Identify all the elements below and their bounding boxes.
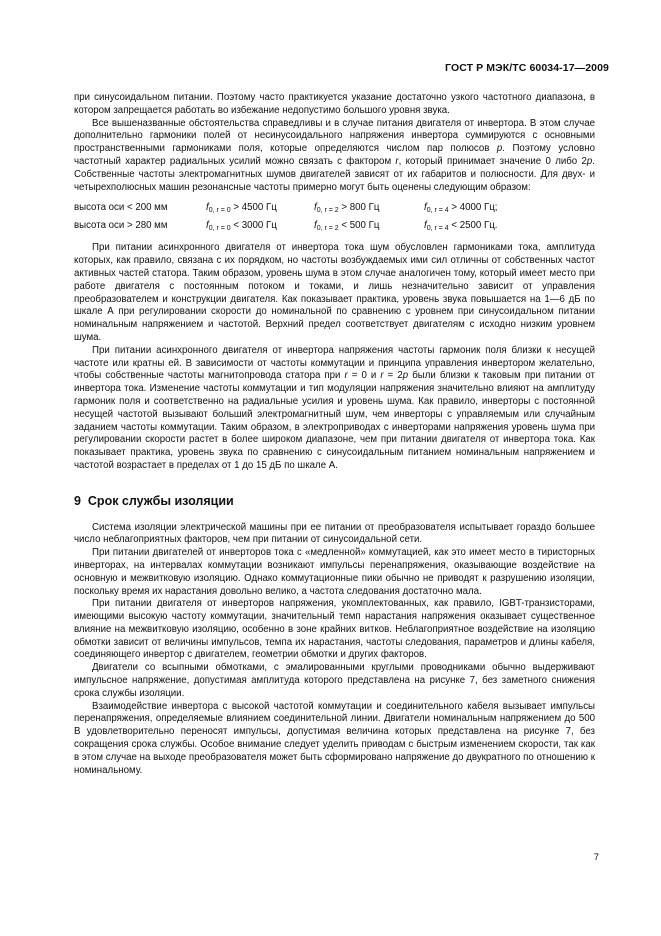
paragraph-insulation-intro: Система изоляции электрической машины при ее питании от преобразователя испытывает гораздо большее число неблагоприятных факторов, чем при питании от синусоидальной сети. [74,521,595,546]
text-run: Все вышеназванные обстоятельства справедливы и в случае питания двигателя от инвертора. В этом случае дополнительно гармоники полей от несинусоидального напряжения инвертора суммируются с основными пространственными гармониками поля, которые определяются числом пар полюсов [74,117,595,155]
paragraph-current-inverter: При питании асинхронного двигателя от инвертора тока шум обусловлен гармониками тока, амплитуда которых, как правило, связана с их порядком, но частоты возбуждаемых ими сил отличны от собственных частот активных частей статора. Таким образом, уровень шума в этом случае аналогичен тому, который имеет место при работе двигателя с постоянным потоком и токами, и лишь незначительно зависит от управления преобразователем и конструкции двигателя. Как показывает практика, уровень звука повышается на 1—6 дБ по шкале А при регулировании скорости до номинальной по сравнению с уровнем при синусоидальном питании номинальным напряжением и частотой. Верхний предел соответствует двигателям с исходно низким уровнем шума. [74,242,595,343]
symbol-r: r [380,370,384,382]
symbol-p: p [496,143,503,155]
paragraph-voltage-inverter [74,345,595,473]
frequency-row [74,220,595,236]
frequency-value [314,202,424,215]
section-title: Срок службы изоляции [87,493,234,508]
symbol-f: f [314,202,317,214]
text-run: были близки к таковым при питании от инвертора тока. Изменение частоты коммутации и тип модуляции напряжения значительно влияют на амплитуду гармоник поля и соответственно на радиальные усилия и уровень шума. Как правило, инверторы с постоянной несущей частотой вызывают больший электромагнитный шум, чем инверторы с управляемым или случайным заданием частоты коммутации. Таким образом, в электроприводах с инверторами напряжения уровень шума при регулировании скорости растет в более широком диапазоне, чем при питании двигателя от инвертора тока. Как показывает практика, уровень звука по сравнению с синусоидальным питанием номинальным напряжением и частотой возрастает в пределах от 1 до 15 дБ по шкале А. [74,370,595,471]
text-run: . Поэтому условно частотный характер радиальных усилий можно связать с фактором [74,143,595,167]
symbol-f: f [424,220,427,232]
text-run: , который принимает значение 0 либо 2 [398,155,587,167]
frequency-value [424,202,497,215]
frequency-number: < 3000 Гц [230,220,277,232]
page-number: 7 [593,852,599,863]
frequency-number: < 2500 Гц. [448,220,498,232]
frequency-value [424,220,497,233]
frequency-subscript: 0, r = 0 [208,225,231,233]
frequency-subscript: 0, r = 2 [316,225,339,233]
section-number: 9 [74,493,81,508]
frequency-subscript: 0, r = 0 [208,207,231,215]
section-heading [74,495,595,508]
frequency-number: > 4000 Гц; [448,202,498,214]
spacer [74,194,595,200]
paragraph-continuation: при синусоидальном питании. Поэтому часто практикуется указание достаточно узкого частотного диапазона, в котором запрещается работать во избежание недопустимо большого уровня звука. [74,92,595,116]
frequency-value [206,220,314,233]
frequency-number: > 4500 Гц [230,202,277,214]
frequency-value [314,220,424,233]
symbol-f: f [206,220,209,232]
frequency-row-label: высота оси > 280 мм [74,220,168,232]
text-run: . Собственные частоты электромагнитных шумов двигателей зависят от их габаритов и полюсности. Для двух- и четырехполюсных машин резонансные частоты примерно могут быть оценены следующим образом: [74,155,595,193]
text-run: = 0 и [347,370,381,382]
frequency-row-label: высота оси < 200 мм [74,202,168,214]
frequency-number: < 500 Гц [338,220,380,232]
document-header-title: ГОСТ Р МЭК/ТС 60034-17—2009 [445,62,609,74]
frequency-number: > 800 Гц [338,202,380,214]
symbol-f: f [314,220,317,232]
symbol-r: r [395,155,399,167]
frequency-subscript: 0, r = 2 [316,207,339,215]
paragraph-inverter-harmonics [74,118,595,195]
symbol-f: f [206,202,209,214]
symbol-p: p [402,370,409,382]
symbol-r: r [344,370,348,382]
paragraph-cable-overvoltage: Взаимодействие инвертора с высокой частотой коммутации и соединительного кабеля вызывает импульсы перенапряжения, определяемые влиянием соединительной линии. Двигатели номинальным напряжением до 500 В удовлетворительно переносят импульсы, допустимая величина которых представлена на рисунке 7, без сокращения срока службы. Особое внимание следует уделить приводам с быстрым изменением скорости, так как в этом случае на выходе преобразователя может быть сформировано напряжение до двукратного по отношению к номинальному. [74,700,595,776]
text-run: = 2 [383,370,403,382]
paragraph-random-wound-motors: Двигатели со всыпными обмотками, с эмалированными круглыми проводниками обычно выдерживают импульсное напряжение, допустимая амплитуда которого представлена на рисунке 7, без заметного снижения срока службы изоляции. [74,662,595,699]
text-run: При питании асинхронного двигателя от инвертора напряжения частоты гармоник поля близки к несущей частоте или кратны ей. В зависимости от частоты коммутации и принципа управления инвертором желательно, чтобы собственные частоты магнитопровода статора при [74,344,595,382]
symbol-p: p [586,155,593,167]
frequency-subscript: 0, r = 4 [426,225,449,233]
frequency-row [74,202,595,218]
frequency-value [206,202,314,215]
paragraph-current-inverter-insulation: При питании двигателей от инверторов тока с «медленной» коммутацией, как это имеет место в тиристорных инверторах, на интервалах коммутации возникают импульсы перенапряжения, оказывающие воздействие на основную и межвитковую изоляцию. Однако коммутационные пики обычно не приводят к разрушению изоляции, поскольку время их нарастания довольно велико, а частота следования достаточно мала. [74,547,595,597]
symbol-f: f [424,202,427,214]
document-body [74,92,595,777]
paragraph-voltage-inverter-insulation: При питании двигателя от инверторов напряжения, укомплектованных, как правило, IGBT-транзисторами, имеющими высокую частоту коммутации, значительный темп нарастания напряжения оказывает существенное влияние на межвитковую изоляцию, особенно в зоне крайних витков. Неблагоприятное воздействие на изоляцию обмотки зависит от величины импульсов, темпа их нарастания, частоты следования, параметров и длины кабеля, соединяющего инвертор с двигателем, геометрии обмотки и других факторов. [74,598,595,661]
frequency-subscript: 0, r = 4 [426,207,449,215]
